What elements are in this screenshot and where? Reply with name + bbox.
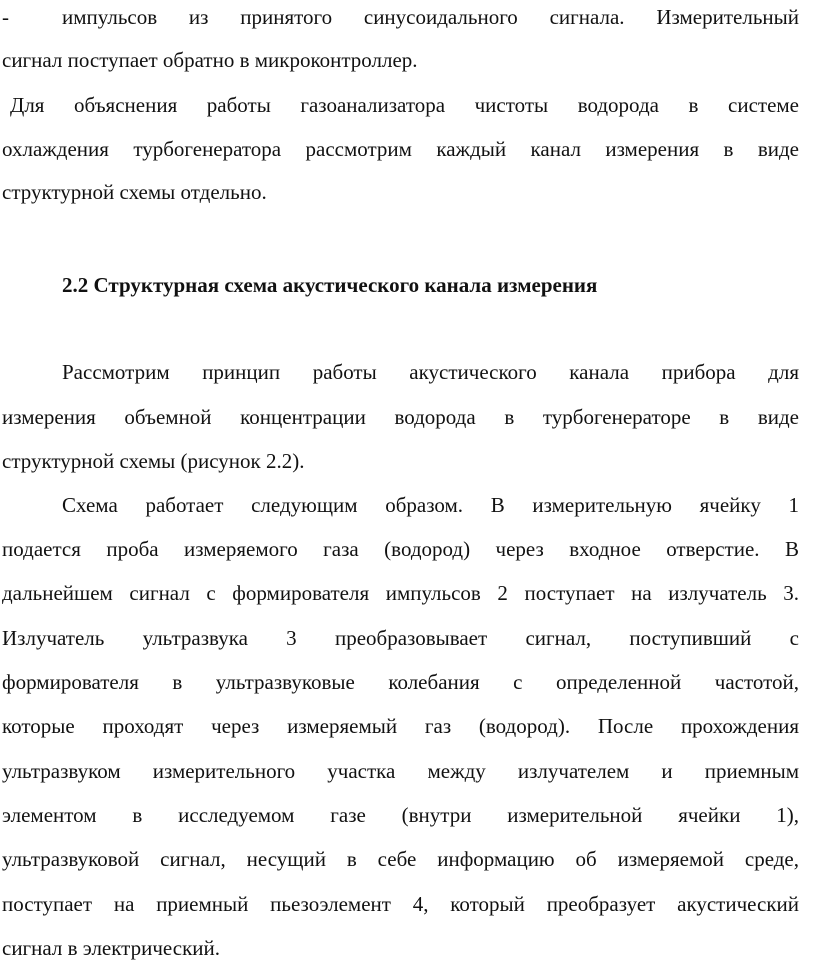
text-line: импульсов из принятого синусоидального сигнала. Измерительный: [62, 5, 799, 29]
text-line: Схема работает следующим образом. В измерительную ячейку 1: [62, 493, 799, 517]
text-line: измерения объемной концентрации водорода в турбогенераторе в виде: [2, 405, 799, 429]
text-line: ультразвуковой сигнал, несущий в себе информацию об измеряемой среде,: [2, 847, 799, 871]
text-line: формирователя в ультразвуковые колебания с определенной частотой,: [2, 670, 799, 694]
text-line: Излучатель ультразвука 3 преобразовывает сигнал, поступивший с: [2, 626, 799, 650]
section-heading: 2.2 Структурная схема акустического канала измерения: [62, 273, 598, 297]
text-line: Для объяснения работы газоанализатора чистоты водорода в системе: [10, 93, 799, 117]
text-line: подается проба измеряемого газа (водород) через входное отверстие. В: [2, 537, 799, 561]
text-line: сигнал поступает обратно в микроконтроллер.: [2, 48, 418, 72]
text-line: сигнал в электрический.: [2, 936, 220, 960]
text-line: поступает на приемный пьезоэлемент 4, который преобразует акустический: [2, 892, 799, 916]
text-line: охлаждения турбогенератора рассмотрим каждый канал измерения в виде: [2, 137, 799, 161]
text-line: структурной схемы отдельно.: [2, 180, 267, 204]
text-line: структурной схемы (рисунок 2.2).: [2, 449, 305, 473]
text-line: которые проходят через измеряемый газ (водород). После прохождения: [2, 714, 799, 738]
text-line: ультразвуком измерительного участка между излучателем и приемным: [2, 759, 799, 783]
text-line: Рассмотрим принцип работы акустического канала прибора для: [62, 360, 799, 384]
list-dash: -: [2, 5, 9, 29]
text-line: элементом в исследуемом газе (внутри измерительной ячейки 1),: [2, 803, 799, 827]
text-line: дальнейшем сигнал с формирователя импульсов 2 поступает на излучатель 3.: [2, 581, 799, 605]
